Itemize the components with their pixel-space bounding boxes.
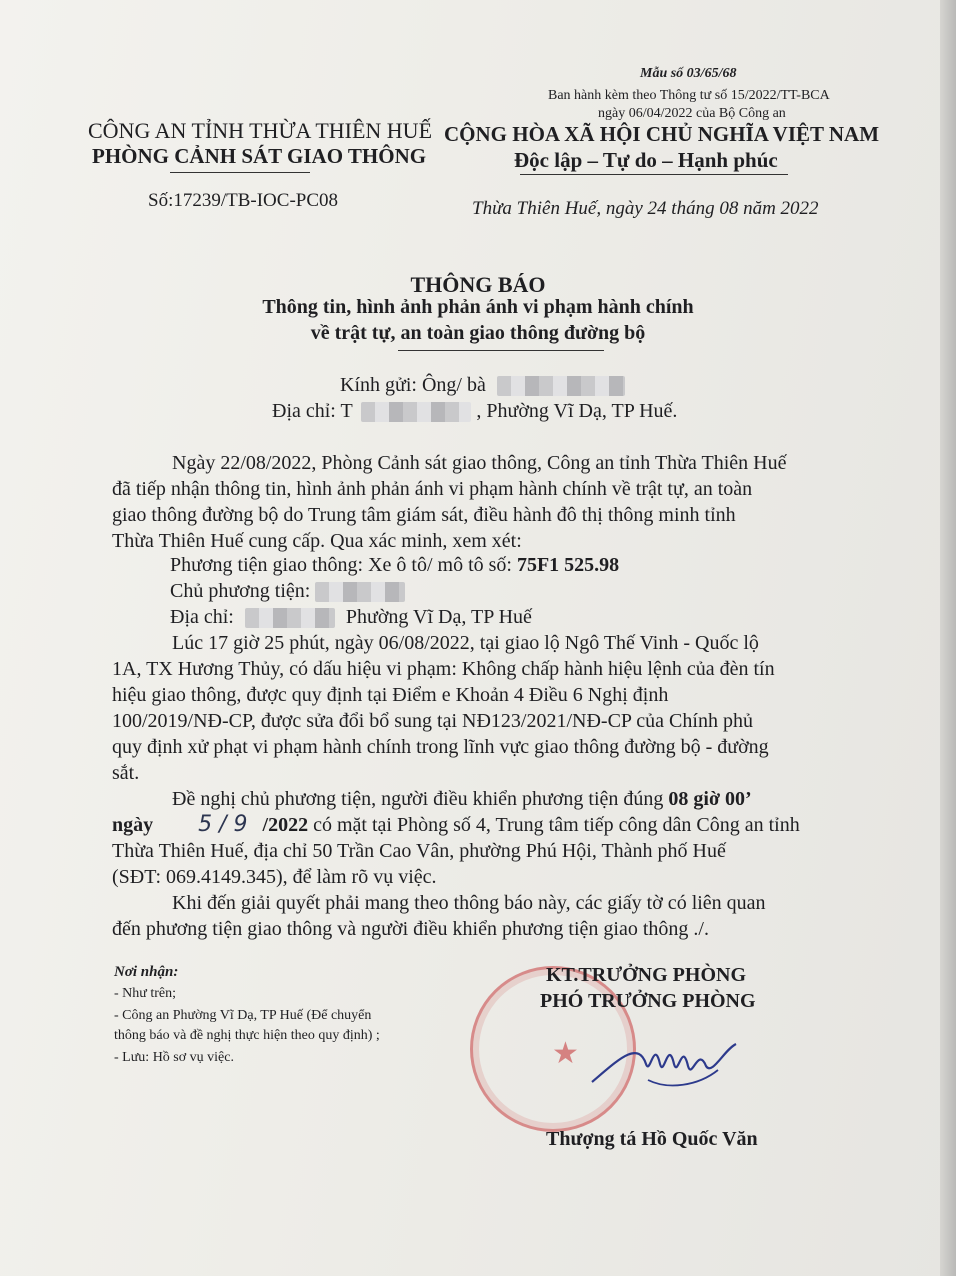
violation-line-4: 100/2019/NĐ-CP, được sửa đổi bổ sung tại NĐ123/2021/NĐ-CP của Chính phủ bbox=[112, 710, 753, 732]
violation-line-5: quy định xử phạt vi phạm hành chính trong lĩnh vực giao thông đường bộ - đường bbox=[112, 736, 769, 758]
request-line-4: (SĐT: 069.4149.345), để làm rõ vụ việc. bbox=[112, 866, 437, 888]
redacted-owner-address bbox=[245, 608, 335, 628]
body-line-3: giao thông đường bộ do Trung tâm giám sát, điều hành đô thị thông minh tỉnh bbox=[112, 504, 736, 526]
subtitle-underline bbox=[398, 350, 604, 351]
violation-line-1: Lúc 17 giờ 25 phút, ngày 06/08/2022, tại giao lộ Ngô Thế Vinh - Quốc lộ bbox=[172, 632, 759, 654]
address-label: Địa chỉ: T bbox=[272, 400, 353, 422]
request-text-2: có mặt tại Phòng số 4, Trung tâm tiếp công dân Công an tỉnh bbox=[313, 814, 800, 836]
body-line-4: Thừa Thiên Huế cung cấp. Qua xác minh, xem xét: bbox=[112, 530, 522, 552]
address-text: , Phường Vĩ Dạ, TP Huế. bbox=[476, 400, 678, 422]
body-line-2: đã tiếp nhận thông tin, hình ảnh phản ánh vi phạm hành chính về trật tự, an toàn bbox=[112, 478, 753, 500]
place-date: Thừa Thiên Huế, ngày 24 tháng 08 năm 2022 bbox=[472, 198, 819, 219]
owner-line bbox=[170, 578, 405, 604]
document-number: Số:17239/TB-IOC-PC08 bbox=[148, 190, 339, 211]
agency-parent: CÔNG AN TỈNH THỪA THIÊN HUẾ bbox=[88, 118, 433, 143]
owner-address-line bbox=[170, 604, 532, 630]
owner-label: Chủ phương tiện: bbox=[170, 580, 311, 602]
note-line-1: Khi đến giải quyết phải mang theo thông báo này, các giấy tờ có liên quan bbox=[172, 892, 766, 914]
agency-underline bbox=[170, 172, 310, 173]
recipient-3: - Lưu: Hồ sơ vụ việc. bbox=[114, 1050, 234, 1065]
violation-line-3: hiệu giao thông, được quy định tại Điểm e Khoản 4 Điều 6 Nghị định bbox=[112, 684, 669, 706]
request-day-label: ngày bbox=[112, 814, 154, 836]
nation-motto: Độc lập – Tự do – Hạnh phúc bbox=[514, 148, 778, 172]
recipient-1: - Như trên; bbox=[114, 986, 177, 1001]
signature-mark bbox=[588, 1020, 738, 1100]
nation-title: CỘNG HÒA XÃ HỘI CHỦ NGHĨA VIỆT NAM bbox=[444, 122, 880, 146]
addressee-address-line bbox=[272, 400, 677, 423]
notice-title: THÔNG BÁO bbox=[410, 272, 546, 297]
signer-name: Thượng tá Hồ Quốc Văn bbox=[546, 1128, 758, 1150]
notice-subtitle-1: Thông tin, hình ảnh phản ánh vi phạm hành chính bbox=[262, 296, 694, 318]
vehicle-label: Phương tiện giao thông: Xe ô tô/ mô tô số: bbox=[170, 554, 512, 576]
recipients-title: Nơi nhận: bbox=[114, 964, 179, 980]
redacted-name bbox=[497, 376, 625, 396]
paper-edge bbox=[940, 0, 956, 1276]
request-line-1 bbox=[172, 786, 752, 812]
vehicle-line bbox=[170, 552, 619, 578]
redacted-address bbox=[361, 402, 471, 422]
issued-with-line2: ngày 06/04/2022 của Bộ Công an bbox=[598, 106, 786, 121]
note-line-2: đến phương tiện giao thông và người điều khiển phương tiện giao thông ./. bbox=[112, 918, 709, 940]
issued-with-line1: Ban hành kèm theo Thông tư số 15/2022/TT-BCA bbox=[548, 88, 830, 103]
nation-underline bbox=[520, 174, 788, 175]
owner-address-label: Địa chỉ: bbox=[170, 606, 234, 628]
violation-line-2: 1A, TX Hương Thủy, có dấu hiệu vi phạm: Không chấp hành hiệu lệnh của đèn tín bbox=[112, 658, 775, 680]
addressee-line bbox=[340, 374, 625, 397]
recipient-2b: thông báo và đề nghị thực hiện theo quy định) ; bbox=[114, 1028, 380, 1043]
signer-role-2: PHÓ TRƯỞNG PHÒNG bbox=[540, 990, 756, 1012]
body-line-1: Ngày 22/08/2022, Phòng Cảnh sát giao thông, Công an tỉnh Thừa Thiên Huế bbox=[172, 452, 787, 474]
owner-address-text: Phường Vĩ Dạ, TP Huế bbox=[345, 606, 532, 628]
redacted-owner bbox=[315, 582, 405, 602]
recipient-2a: - Công an Phường Vĩ Dạ, TP Huế (Để chuyển bbox=[114, 1008, 372, 1023]
request-text-1: Đề nghị chủ phương tiện, người điều khiển phương tiện đúng bbox=[172, 788, 664, 810]
agency-name: PHÒNG CẢNH SÁT GIAO THÔNG bbox=[92, 144, 427, 168]
request-time: 08 giờ 00’ bbox=[668, 788, 752, 810]
vehicle-plate: 75F1 525.98 bbox=[516, 554, 620, 576]
request-line-2 bbox=[112, 812, 800, 838]
request-year: /2022 bbox=[262, 814, 309, 836]
seal-star-icon: ★ bbox=[552, 1037, 579, 1070]
request-line-3: Thừa Thiên Huế, địa chỉ 50 Trần Cao Vân, phường Phú Hội, Thành phố Huế bbox=[112, 840, 726, 862]
request-handwritten-date: 5 / 9 bbox=[198, 812, 248, 837]
violation-line-6: sắt. bbox=[112, 762, 140, 784]
signer-role-1: KT.TRƯỞNG PHÒNG bbox=[546, 964, 746, 986]
addressee-label: Kính gửi: Ông/ bà bbox=[340, 374, 486, 396]
notice-subtitle-2: về trật tự, an toàn giao thông đường bộ bbox=[310, 322, 646, 344]
form-code: Mẫu số 03/65/68 bbox=[640, 66, 737, 81]
